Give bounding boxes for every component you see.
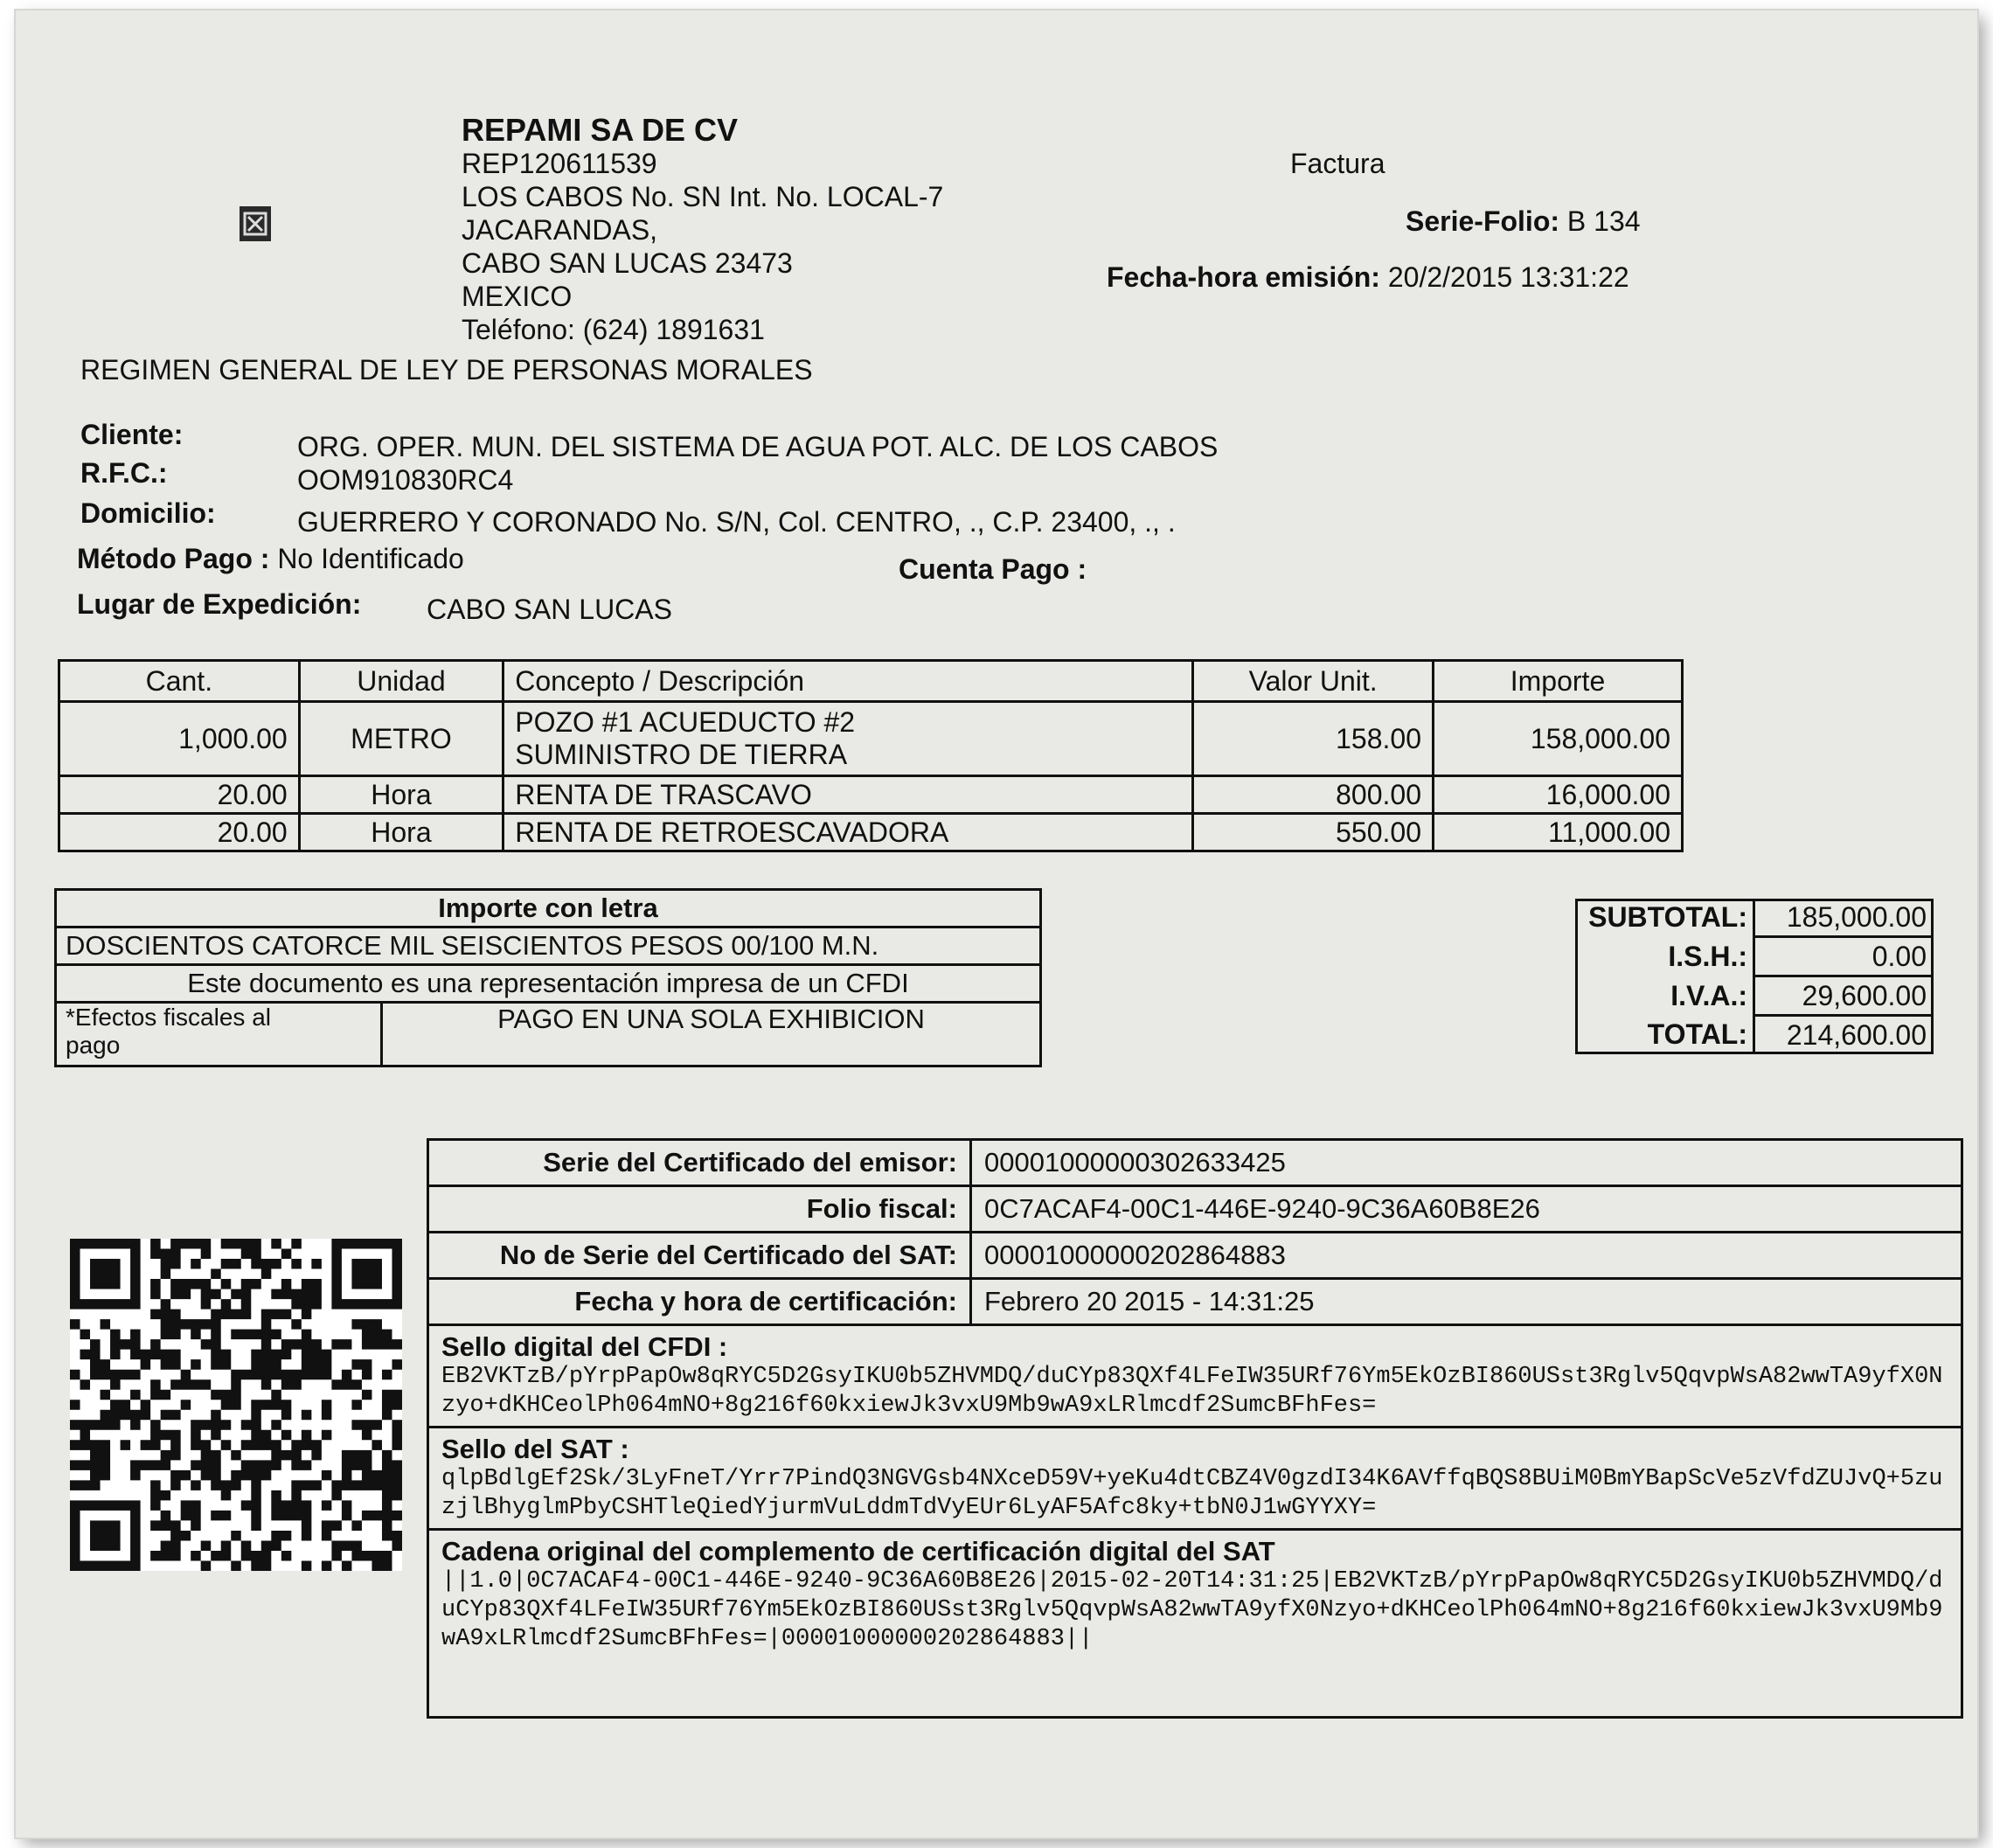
row-amount: 11,000.00	[1434, 814, 1683, 851]
fiscal-folio-value: 0C7ACAF4-00C1-446E-9240-9C36A60B8E26	[971, 1186, 1962, 1233]
table-row	[59, 814, 1683, 851]
payment-method-value: No Identificado	[277, 543, 464, 574]
iva-value: 29,600.00	[1754, 976, 1933, 1016]
row-unit-price: 158.00	[1193, 702, 1434, 776]
row-amount: 158,000.00	[1434, 702, 1683, 776]
row-unit-price: 800.00	[1193, 776, 1434, 814]
client-address: GUERRERO Y CORONADO No. S/N, Col. CENTRO, ., C.P. 23400, ., .	[297, 506, 1176, 538]
ish-value: 0.00	[1754, 937, 1933, 976]
row-concept: RENTA DE RETROESCAVADORA	[503, 814, 1193, 851]
cert-date-label: Fecha y hora de certificación:	[428, 1279, 971, 1325]
expedition-place: CABO SAN LUCAS	[427, 594, 672, 625]
payment-method-label: Método Pago :	[77, 543, 270, 574]
row-concept: RENTA DE TRASCAVO	[503, 776, 1193, 814]
client-address-label: Domicilio:	[80, 497, 216, 529]
cfdi-legend: Este documento es una representación impresa de un CFDI	[56, 965, 1041, 1003]
client-rfc-label: R.F.C.:	[80, 457, 168, 489]
client-name: ORG. OPER. MUN. DEL SISTEMA DE AGUA POT. ALC. DE LOS CABOS	[297, 431, 1219, 462]
cfdi-seal-cell	[428, 1325, 1962, 1428]
sat-cert-serial-label: No de Serie del Certificado del SAT:	[428, 1233, 971, 1279]
total-label: TOTAL:	[1575, 1016, 1754, 1054]
issuer-phone: Teléfono: (624) 1891631	[462, 314, 765, 345]
cert-serial-label: Serie del Certificado del emisor:	[428, 1140, 971, 1186]
cfdi-seal-label: Sello digital del CFDI :	[441, 1331, 728, 1362]
row-qty: 20.00	[59, 814, 300, 851]
issuer-name: REPAMI SA DE CV	[462, 112, 739, 148]
issuer-rfc: REP120611539	[462, 148, 657, 179]
row-concept-line-1: POZO #1 ACUEDUCTO #2	[515, 706, 856, 738]
row-qty: 1,000.00	[59, 702, 300, 776]
items-table	[58, 659, 1684, 852]
sat-seal-cell	[428, 1428, 1962, 1530]
issuer-address-1: LOS CABOS No. SN Int. No. LOCAL-7	[462, 181, 944, 212]
sat-seal-label: Sello del SAT :	[441, 1434, 629, 1464]
cert-serial-value: 00001000000302633425	[971, 1140, 1962, 1186]
certification-table	[427, 1138, 1963, 1719]
original-chain-value: ||1.0|0C7ACAF4-00C1-446E-9240-9C36A60B8E26|2015-02-20T14:31:25|EB2VKTzB/pYrpPapOw8qRYC5D2GsyIKU0b5ZHVMDQ/duCYp83QXf4LFeIW35URf76Ym5EkOzBI860USst3Rglv5QqvpWsA82wwTA9yfX0Nzyo+dKHCeolPh064mNO+8g216f60kxiewJk3vxU9Mb9wA9xLRlmcdf2SumcBFhFes=|00001000000202864883||	[441, 1568, 1943, 1652]
subtotal-label: SUBTOTAL:	[1575, 899, 1754, 937]
client-rfc: OOM910830RC4	[297, 464, 514, 496]
header-qty: Cant.	[59, 661, 300, 702]
original-chain-label: Cadena original del complemento de certificación digital del SAT	[441, 1536, 1275, 1567]
row-unit: Hora	[299, 814, 503, 851]
sat-seal-value: qlpBdlgEf2Sk/3LyFneT/Yrr7PindQ3NGVGsb4NXceD59V+yeKu4dtCBZ4V0gzdI34K6AVffqBQS8BUiM0BmYBapScVe5zVfdZUJvQ+5zuzjlBhyglmPbyCSHTleQiedYjurmVuLddmTdVyEUr6LyAF5Afc8ky+tbN0J1wGYYXY=	[441, 1466, 1943, 1521]
row-concept	[503, 702, 1193, 776]
iva-label: I.V.A.:	[1575, 976, 1754, 1016]
amount-words-title: Importe con letra	[56, 890, 1041, 927]
issuer-country: MEXICO	[462, 281, 573, 312]
serie-folio-value: B 134	[1566, 205, 1641, 237]
sat-cert-serial-value: 00001000000202864883	[971, 1233, 1962, 1279]
table-row	[59, 702, 1683, 776]
payment-method	[77, 542, 464, 575]
row-unit-price: 550.00	[1193, 814, 1434, 851]
serie-folio	[1406, 205, 1641, 238]
original-chain-cell	[428, 1530, 1962, 1718]
table-row	[59, 776, 1683, 814]
document-type: Factura	[1290, 148, 1385, 179]
amount-in-words-table	[54, 888, 1042, 1067]
totals-table	[1575, 899, 1932, 1053]
tax-regime: REGIMEN GENERAL DE LEY DE PERSONAS MORALES	[80, 354, 813, 386]
fiscal-effects-note	[56, 1003, 382, 1066]
row-qty: 20.00	[59, 776, 300, 814]
expedition-place-label: Lugar de Expedición:	[77, 588, 362, 620]
issuer-block	[462, 114, 943, 346]
total-value: 214,600.00	[1786, 1018, 1927, 1051]
issuer-address-3: CABO SAN LUCAS 23473	[462, 247, 793, 279]
row-concept-line-2: SUMINISTRO DE TIERRA	[515, 739, 848, 770]
header-concept: Concepto / Descripción	[503, 661, 1193, 702]
amount-words-text: DOSCIENTOS CATORCE MIL SEISCIENTOS PESOS 00/100 M.N.	[56, 927, 1041, 965]
invoice-page	[16, 10, 1977, 1838]
ish-label: I.S.H.:	[1575, 937, 1754, 976]
cfdi-seal-value: EB2VKTzB/pYrpPapOw8qRYC5D2GsyIKU0b5ZHVMDQ/duCYp83QXf4LFeIW35URf76Ym5EkOzBI860USst3Rglv5QqvpWsA82wwTA9yfX0Nzyo+dKHCeolPh064mNO+8g216f60kxiewJk3vxU9Mb9wA9xLRlmcdf2SumcBFhFes=	[441, 1364, 1943, 1419]
fiscal-effects-line-2: pago	[66, 1032, 121, 1059]
header-amount: Importe	[1434, 661, 1683, 702]
header-unit: Unidad	[299, 661, 503, 702]
fiscal-effects-line-1: *Efectos fiscales al	[66, 1004, 271, 1031]
issue-date	[1107, 261, 1629, 294]
client-label: Cliente:	[80, 419, 184, 450]
subtotal-value: 185,000.00	[1754, 899, 1933, 937]
items-header-row	[59, 661, 1683, 702]
issue-date-value: 20/2/2015 13:31:22	[1387, 261, 1629, 293]
issue-date-label: Fecha-hora emisión:	[1107, 261, 1380, 293]
cert-date-value: Febrero 20 2015 - 14:31:25	[971, 1279, 1962, 1325]
qr-code-icon	[70, 1239, 402, 1571]
serie-folio-label: Serie-Folio:	[1406, 205, 1560, 237]
issuer-address-2: JACARANDAS,	[462, 214, 658, 246]
payment-form: PAGO EN UNA SOLA EXHIBICION	[382, 1003, 1041, 1066]
row-unit: METRO	[299, 702, 503, 776]
row-amount: 16,000.00	[1434, 776, 1683, 814]
header-unit-price: Valor Unit.	[1193, 661, 1434, 702]
fiscal-folio-label: Folio fiscal:	[428, 1186, 971, 1233]
payment-account-label: Cuenta Pago :	[899, 553, 1087, 585]
broken-image-icon	[240, 206, 271, 241]
row-unit: Hora	[299, 776, 503, 814]
